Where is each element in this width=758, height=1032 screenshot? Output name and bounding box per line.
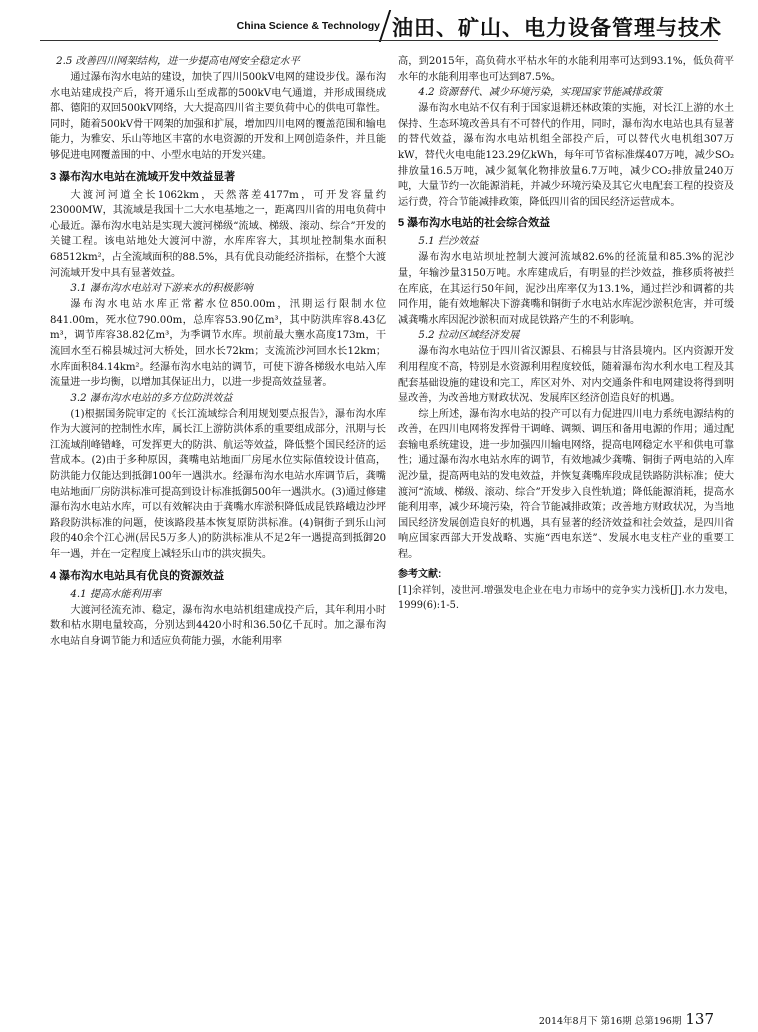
- journal-name-cn: 油田、矿山、电力设备管理与技术: [392, 15, 722, 40]
- section-3-1-paragraph: 瀑布沟水电站水库正常蓄水位850.00m，汛期运行限制水位841.00m，死水位790.00m，总库容53.90亿m³，其中防洪库容8.43亿m³，调节库容38.82亿m³，为季调节水库。坝前最大壅水高度173m，干流回水至石棉县城过河大桥处，回水长72km；支流流沙河回水长12km；水库面积84.14km²。经瀑布沟水电站的调节，可使下游各梯级水电站入库流量进一步均衡，以增加其保证出力，以进一步提高效益显著。: [50, 299, 386, 389]
- section-3-1-heading: 3.1 瀑布沟水电站对下游来水的积极影响: [70, 283, 253, 295]
- section-3-paragraph: 大渡河河道全长1062km，天然落差4177m，可开发容量约23000MW，其流域是我国十二大水电基地之一，距离四川省的用电负荷中心最近。瀑布沟水电站是实现大渡河梯级“流域、梯级、滚动、综合”开发的关键工程。该电站地处大渡河中游，水库库容大，其坝址控制集水面积68512km²，占全流域面积的88.5%，具有优良动能经济指标，在整个大渡河流域开发中具有显著效益。: [50, 189, 386, 279]
- section-5-2-heading: 5.2 拉动区域经济发展: [418, 330, 520, 342]
- references-heading: 参考文献:: [398, 568, 442, 580]
- journal-name-en: China Science & Technology: [236, 20, 380, 32]
- section-5-heading: 5 瀑布沟水电站的社会综合效益: [398, 217, 551, 230]
- section-3-2-heading: 3.2 瀑布沟水电站的多方位防洪效益: [70, 392, 233, 404]
- section-4-heading: 4 瀑布沟水电站具有优良的资源效益: [50, 569, 225, 582]
- page-number: 137: [685, 1010, 714, 1028]
- issue-info: 2014年8月下 第16期 总第196期: [538, 1016, 682, 1027]
- section-2-5-heading: 2.5 改善四川网架结构，进一步提高电网安全稳定水平: [56, 56, 300, 67]
- conclusion-paragraph: 综上所述，瀑布沟水电站的投产可以有力促进四川电力系统电源结构的改善，在四川电网将发挥骨干调峰、调频、调压和备用电源的作用；通过配套输电系统建设，进一步加强四川输电网络，提高电网稳定水平和供电可靠性；通过瀑布沟水电站水库的调节，有效地减少龚嘴、铜街子两电站的入库泥沙量，提高两电站的发电效益，并恢复龚嘴库段成昆铁路防洪标准；使大渡河“流域、梯级、滚动、综合”开发步入良性轨道；降低能源消耗，提高水能利用率，减少环境污染，符合节能减排政策；改善地方财政状况，为当地国民经济发展创造良好的机遇，具有显著的经济效益和社会效益，是四川省响应国家西部大开发战略、实施“西电东送”、发展水电支柱产业的重要工程。: [398, 408, 734, 561]
- section-3-2-paragraph: (1)根据国务院审定的《长江流域综合利用规划要点报告》，瀑布沟水库作为大渡河的控制性水库，属长江上游防洪体系的重要组成部分，汛期与长江流域削峰错峰，可发挥更大的防洪、航运等效益，降低整个国民经济的运营成本。(2)由于多种原因，龚嘴电站地面厂房尾水位实际值较设计值高，防洪能力仅能达到抵御100年一遇洪水。经瀑布沟水电站水库调节后，龚嘴电站地面厂房防洪标准可提高到设计标准抵御500年一遇洪水。(3)通过修建瀑布沟水电站水库，可以有效解决由于龚嘴水库淤积降低成昆铁路峨边沙坪路段防洪标准的问题，使该路段基本恢复原防洪标准。(4)铜街子到乐山河段的40余个江心洲(居民5万多人)的防洪标准从不足2年一遇提高到抵御20年一遇，并在一定程度上减轻乐山市的洪灾损失。: [50, 408, 386, 561]
- section-4-2-heading: 4.2 资源替代、减少环境污染，实现国家节能减排政策: [418, 87, 662, 99]
- section-3-heading: 3 瀑布沟水电站在流域开发中效益显著: [50, 170, 236, 183]
- section-5-1-paragraph: 瀑布沟水电站坝址控制大渡河流域82.6%的径流量和85.3%的泥沙量，年输沙量3150万吨。水库建成后，有明显的拦沙效益，推移质将被拦在库底，在其运行50年间，泥沙出库率仅为13.1%，通过拦沙和调蓄的共同作用，能有效地解决下游龚嘴和铜街子水电站水库泥沙淤积危害，并可缓减龚嘴水库因泥沙淤积而对成昆铁路产生的不利影响。: [398, 252, 734, 326]
- page-header: [0, 0, 758, 42]
- header-slash-divider: [379, 10, 391, 42]
- section-4-2-paragraph: 瀑布沟水电站不仅有利于国家退耕还林政策的实施，对长江上游的水土保持、生态环境改善具有不可替代的作用，同时，瀑布沟水电站也具有显著的替代效益，瀑布沟水电站机组全部投产后，可以替代火电机组307万kW，替代火电电能123.29亿kWh，每年可节省标准煤407万吨，减少SO₂排放量16.5万吨，减少氮氧化物排放量6.7万吨，减少CO₂排放量240万吨，大量节约一次能源消耗，并减少环境污染及其它火电配套工程的投资及运行费，符合节能减排政策，降低四川省的国民经济运营成本。: [398, 103, 734, 208]
- section-4-1-paragraph: 大渡河径流充沛、稳定，瀑布沟水电站机组建成投产后，其年利用小时数和枯水期电量较高，分别达到4420小时和36.50亿千瓦时。加之瀑布沟水电站自身调节能力和适应负荷能力强，水能利用率: [50, 604, 386, 647]
- section-5-2-paragraph: 瀑布沟水电站位于四川省汉源县、石棉县与甘洛县境内。区内资源开发利用程度不高，特别是水资源利用程度较低，随着瀑布沟水利水电工程及其配套基础设施的建设和完工，库区对外、对内交通条件和电网建设将得到明显改善，为改善地方财政状况、发展库区经济创造良好的机遇。: [398, 346, 734, 405]
- reference-item: [1]余祥钊，凌世河.增强发电企业在电力市场中的竞争实力浅析[J].水力发电，1999(6):1-5.: [398, 584, 734, 611]
- section-4-1-continuation: 高，到2015年，高负荷水平枯水年的水能利用率可达到93.1%，低负荷平水年的水能利用率也可达到87.5%。: [398, 56, 734, 83]
- page-footer: [539, 1010, 714, 1028]
- section-4-1-heading: 4.1 提高水能利用率: [70, 588, 162, 600]
- section-5-1-heading: 5.1 拦沙效益: [418, 236, 479, 248]
- header-rule: [40, 40, 718, 41]
- section-2-5-paragraph: 通过瀑布沟水电站的建设，加快了四川500kV电网的建设步伐。瀑布沟水电站建成投产后，将开通乐山至成都的500kV电气通道，并形成围绕成都、德阳的双回500kV网络，大大提高四川省主要负荷中心的供电可靠性。同时，随着500kV骨干网架的加强和扩展，增加四川电网的覆盖范围和输电能力，为雅安、乐山等地区丰富的水电资源的开发和上网创造条件，并且能够促进电网覆盖围的中、小型水电站的开发兴建。: [50, 72, 386, 161]
- right-column: [398, 54, 734, 613]
- left-column: [50, 54, 386, 649]
